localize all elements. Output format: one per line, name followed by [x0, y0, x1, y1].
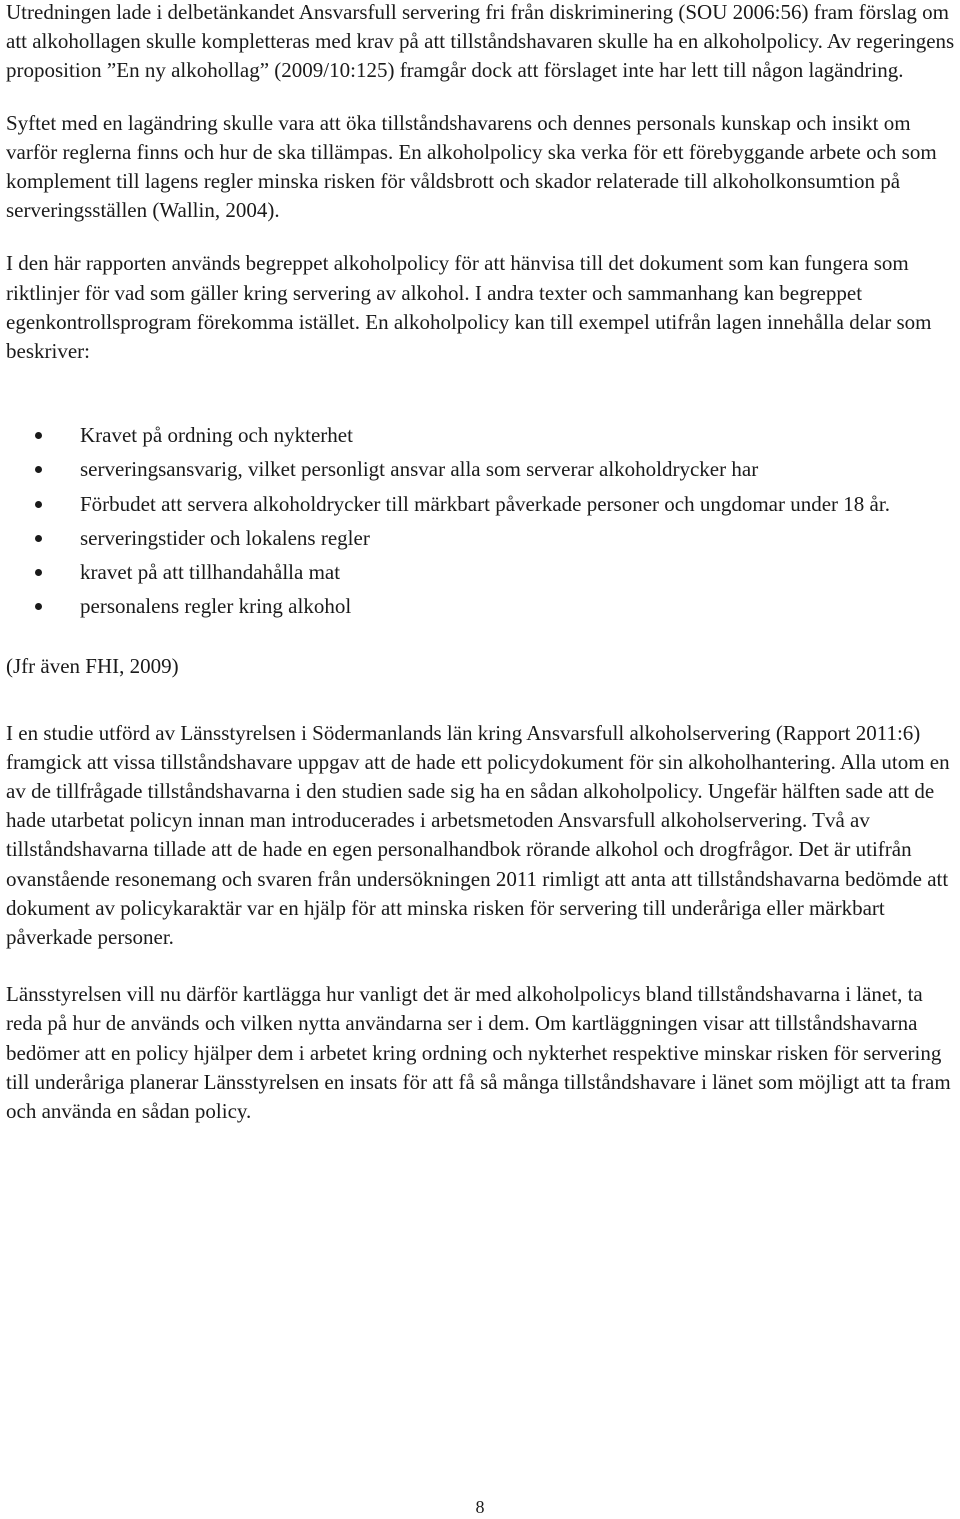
page-number: 8 [475, 1497, 485, 1517]
paragraph-definition: I den här rapporten används begreppet alkoholpolicy för att hänvisa till det dokument som kan fungera som riktlinjer för vad som gäller kring servering av alkohol. I andra texter och sammanhang kan begreppet egenkontrollsprogram förekomma istället. En alkoholpolicy kan till exempel utifrån lagen innehålla delar som beskriver: [6, 251, 932, 364]
document-page [6, 0, 956, 1126]
paragraph-intro: Utredningen lade i delbetänkandet Ansvarsfull servering fri från diskriminering (SOU 2006:56) fram förslag om att alkohollagen skulle kompletteras med krav på att tillståndshavaren skulle ha en alkoholpolicy. Av regeringens proposition ”En ny alkohollag” (2009/10:125) framgår dock att förslaget inte har lett till någon lagändring. [6, 0, 955, 83]
list-item-text: serveringsansvarig, vilket personligt ansvar alla som serverar alkoholdrycker har [80, 457, 759, 482]
list-item-text: Kravet på ordning och nykterhet [80, 423, 353, 448]
bullet-icon [35, 535, 42, 542]
reference-note: (Jfr även FHI, 2009) [6, 654, 179, 679]
list-item-text: serveringstider och lokalens regler [80, 525, 370, 550]
list-item [6, 421, 956, 450]
bullet-icon [35, 569, 42, 576]
list-item [6, 455, 956, 484]
list-item [6, 592, 956, 621]
paragraph-study: I en studie utförd av Länsstyrelsen i Södermanlands län kring Ansvarsfull alkoholservering (Rapport 2011:6) framgick att vissa tillståndshavare uppgav att de hade ett policydokument för sin alkoholhantering. Alla utom en av de tillfrågade tillståndshavarna i den studien sade sig ha en sådan alkoholpolicy. Ungefär hälften sade att de hade utarbetat policyn innan man introducerades i arbetsmetoden Ansvarsfull alkoholservering. Två av tillståndshavarna tillade att de hade en egen personalhandbok rörande alkohol och drogfrågor. Det är utifrån ovanstående resonemang och svaren från undersökningen 2011 rimligt att anta att tillståndshavarna bedömde att dokument av policykaraktär var en hjälp för att minska risken för servering till underåriga eller märkbart påverkade personer. [6, 720, 950, 950]
paragraph-purpose: Syftet med en lagändring skulle vara att öka tillståndshavarens och dennes personals kunskap och insikt om varför reglerna finns och hur de ska tillämpas. En alkoholpolicy ska verka för ett förebyggande arbete och som komplement till lagens regler minska risken för våldsbrott och skador relaterade till alkoholkonsumtion på serveringsställen (Wallin, 2004). [6, 110, 937, 223]
list-item [6, 558, 956, 587]
bullet-icon [35, 603, 42, 610]
bullet-icon [35, 501, 42, 508]
list-item-text: personalens regler kring alkohol [80, 594, 352, 619]
list-item [6, 524, 956, 553]
list-item-text: kravet på att tillhandahålla mat [80, 560, 341, 585]
policy-contents-list [6, 421, 956, 621]
list-item [6, 490, 956, 519]
list-item-text: Förbudet att servera alkoholdrycker till märkbart påverkade personer och ungdomar under 18 år. [80, 491, 890, 516]
paragraph-mapping: Länsstyrelsen vill nu därför kartlägga hur vanligt det är med alkoholpolicys bland tillståndshavarna i länet, ta reda på hur de används och vilken nytta användarna ser i dem. Om kartläggningen visar att tillståndshavarna bedömer att en policy hjälper dem i arbetet kring ordning och nykterhet respektive minskar risken för servering till underåriga planerar Länsstyrelsen en insats för att få så många tillståndshavare i länet som möjligt att ta fram och använda en sådan policy. [6, 982, 951, 1124]
bullet-icon [35, 466, 42, 473]
bullet-icon [35, 432, 42, 439]
